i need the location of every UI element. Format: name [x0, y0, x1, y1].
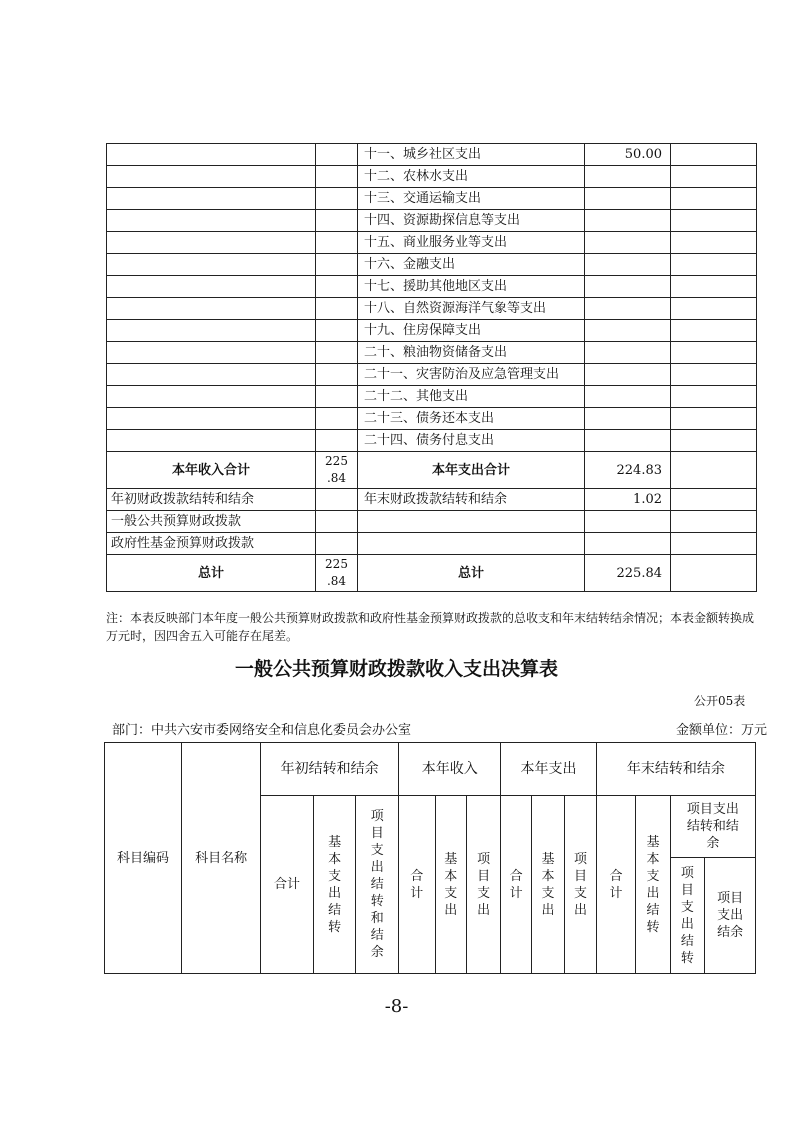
expense-group-header: 本年支出 [501, 743, 596, 796]
expense-item-label: 十五、商业服务业等支出 [358, 232, 585, 254]
end-balance-group-header: 年末结转和结余 [596, 743, 755, 796]
expense-item-label: 十四、资源勘探信息等支出 [358, 210, 585, 232]
expense-item-label: 十三、交通运输支出 [358, 188, 585, 210]
income-project-header: 项 目 支 出 [466, 796, 500, 974]
general-budget-income-expense-table [104, 742, 756, 974]
expense-item-label: 十二、农林水支出 [358, 166, 585, 188]
grand-total-value-left: 225 .84 [316, 555, 358, 592]
expense-total-header: 合 计 [501, 796, 531, 974]
begin-balance-group-header: 年初结转和结余 [261, 743, 399, 796]
begin-project-carry-balance-header: 项 目 支 出 结 转 和 结 余 [356, 796, 399, 974]
income-group-header: 本年收入 [399, 743, 501, 796]
expense-total-value: 224.83 [585, 452, 671, 489]
expense-item-label: 二十三、债务还本支出 [358, 408, 585, 430]
expense-item-label: 二十二、其他支出 [358, 386, 585, 408]
expense-item-amount: 50.00 [585, 144, 671, 166]
expense-item-amount [585, 276, 671, 298]
expense-item-label: 十一、城乡社区支出 [358, 144, 585, 166]
expense-item-label: 二十四、债务付息支出 [358, 430, 585, 452]
end-balance-label: 年末财政拨款结转和结余 [358, 489, 585, 511]
table-number: 公开05表 [694, 694, 746, 708]
expense-item-label: 十九、住房保障支出 [358, 320, 585, 342]
general-budget-row [107, 511, 757, 533]
table-row [107, 320, 757, 342]
table-row [107, 254, 757, 276]
table-row [107, 408, 757, 430]
expense-item-amount [585, 166, 671, 188]
expense-basic-header: 基 本 支 出 [531, 796, 564, 974]
general-budget-label: 一般公共预算财政拨款 [107, 511, 316, 533]
table-row [107, 430, 757, 452]
table-row [107, 144, 757, 166]
table-row [107, 342, 757, 364]
summary-table-footer [107, 452, 757, 592]
end-total-header: 合 计 [596, 796, 636, 974]
expense-item-label: 十七、援助其他地区支出 [358, 276, 585, 298]
end-project-carry-balance-header: 项目支出 结转和结 余 [670, 796, 755, 858]
gov-fund-row [107, 533, 757, 555]
expense-item-amount [585, 232, 671, 254]
summary-table-body [107, 144, 757, 452]
expense-item-label: 二十、粮油物资储备支出 [358, 342, 585, 364]
income-total-row [107, 452, 757, 489]
expense-item-label: 十八、自然资源海洋气象等支出 [358, 298, 585, 320]
table-row [107, 276, 757, 298]
table-row [107, 298, 757, 320]
table-row [107, 166, 757, 188]
table-row [107, 210, 757, 232]
grand-total-row [107, 555, 757, 592]
begin-total-header: 合计 [261, 796, 314, 974]
unit-label: 金额单位：万元 [676, 723, 768, 738]
end-project-balance-header: 项目 支出 结余 [705, 858, 756, 974]
expense-total-label: 本年支出合计 [358, 452, 585, 489]
gov-fund-label: 政府性基金预算财政拨款 [107, 533, 316, 555]
expense-item-amount [585, 254, 671, 276]
expense-item-amount [585, 430, 671, 452]
expense-item-amount [585, 342, 671, 364]
table-row [107, 386, 757, 408]
income-expense-summary-table [106, 143, 757, 592]
page-number: -8- [384, 996, 409, 1017]
balance-row [107, 489, 757, 511]
table-row [107, 232, 757, 254]
end-balance-value: 1.02 [585, 489, 671, 511]
expense-item-amount [585, 364, 671, 386]
expense-item-label: 十六、金融支出 [358, 254, 585, 276]
expense-project-header: 项 目 支 出 [565, 796, 596, 974]
income-total-label: 本年收入合计 [107, 452, 316, 489]
subject-name-header: 科目名称 [182, 743, 261, 974]
expense-item-label: 二十一、灾害防治及应急管理支出 [358, 364, 585, 386]
end-project-carry-header: 项 目 支 出 结 转 [670, 858, 704, 974]
expense-item-amount [585, 188, 671, 210]
expense-item-amount [585, 408, 671, 430]
grand-total-label-right: 总计 [358, 555, 585, 592]
grand-total-label-left: 总计 [107, 555, 316, 592]
income-basic-header: 基 本 支 出 [435, 796, 466, 974]
expense-item-amount [585, 320, 671, 342]
expense-item-amount [585, 210, 671, 232]
end-basic-carry-header: 基 本 支 出 结 转 [636, 796, 670, 974]
income-total-header: 合 计 [399, 796, 436, 974]
expense-item-amount [585, 298, 671, 320]
table-row [107, 188, 757, 210]
page-title: 一般公共预算财政拨款收入支出决算表 [234, 658, 558, 680]
table-row [107, 364, 757, 386]
header-row-1 [105, 743, 756, 796]
table-note: 注：本表反映部门本年度一般公共预算财政拨款和政府性基金预算财政拨款的总收支和年末结转结余情况；本表金额转换成万元时，因四舍五入可能存在尾差。 [106, 611, 755, 643]
begin-balance-label: 年初财政拨款结转和结余 [107, 489, 316, 511]
income-total-value: 225 .84 [316, 452, 358, 489]
expense-item-amount [585, 386, 671, 408]
subject-code-header: 科目编码 [105, 743, 182, 974]
begin-basic-carry-header: 基 本 支 出 结 转 [313, 796, 356, 974]
grand-total-value-right: 225.84 [585, 555, 671, 592]
department-label: 部门：中共六安市委网络安全和信息化委员会办公室 [112, 723, 412, 738]
